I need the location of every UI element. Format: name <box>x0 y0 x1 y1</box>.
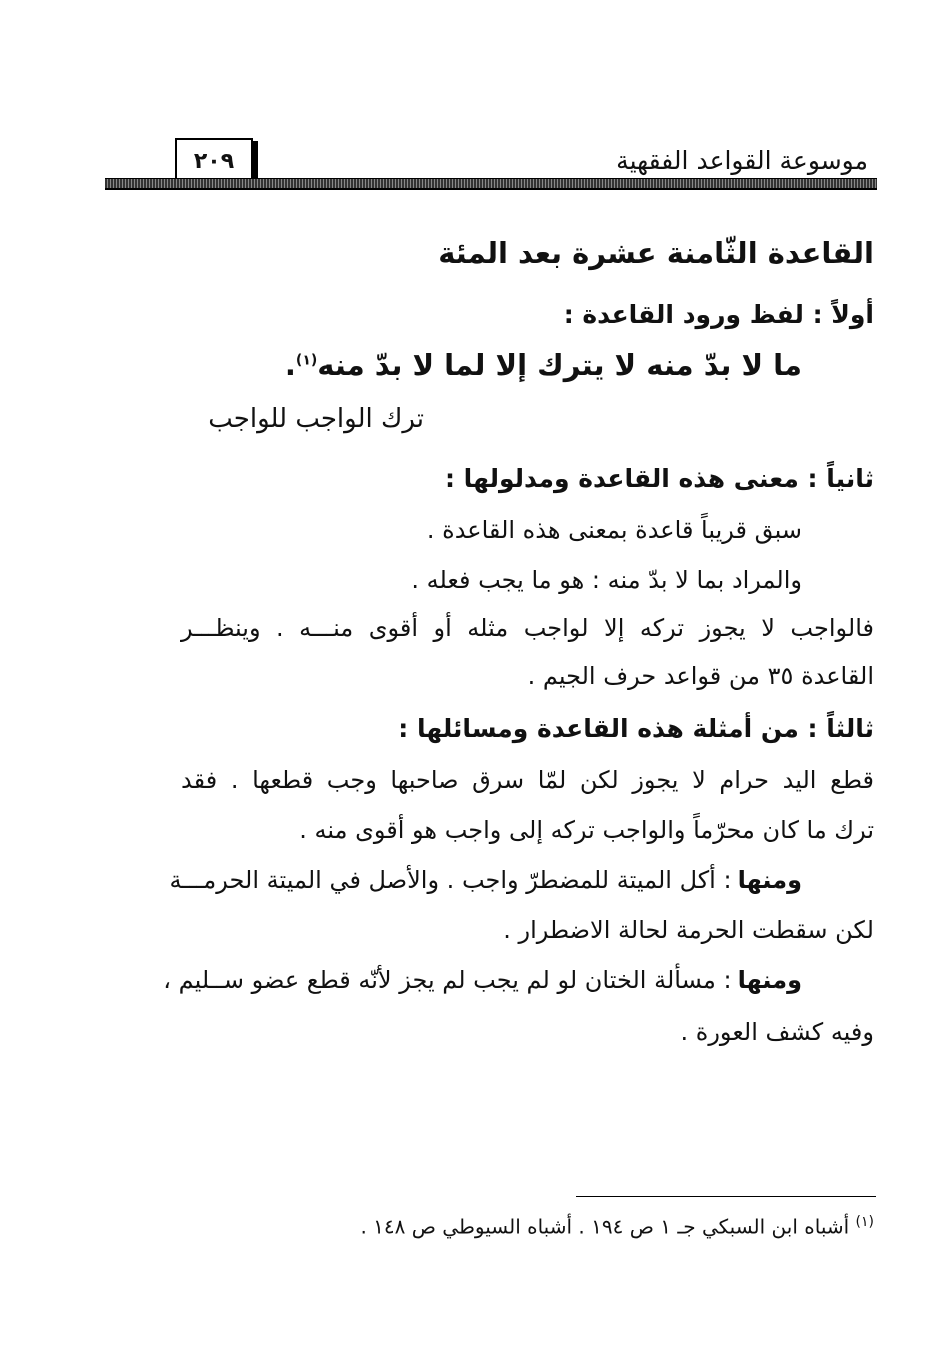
paragraph-line: سبق قريباً قاعدة بمعنى هذه القاعدة . <box>426 516 802 544</box>
section-2-heading: ثانياً : معنى هذه القاعدة ومدلولها : <box>444 464 874 493</box>
rule-statement <box>285 348 802 382</box>
paragraph-line: فالواجب لا يجوز تركه إلا لواجب مثله أو أقوى منـــه . وينظـــر <box>181 614 874 642</box>
footnote-separator <box>576 1196 876 1197</box>
footnote-mark: (١) <box>855 1214 874 1230</box>
paragraph-line <box>163 966 802 994</box>
rule-period: . <box>284 348 296 382</box>
paragraph-text: : أكل الميتة للمضطرّ واجب . والأصل في الميتة الحرمـــة <box>169 866 732 894</box>
lead-word: ومنها <box>737 866 802 894</box>
footnote <box>360 1214 874 1239</box>
paragraph-line: وفيه كشف العورة . <box>680 1018 874 1046</box>
paragraph-line: قطع اليد حرام لا يجوز لكن لمّا سرق صاحبها وجب قطعها . فقد <box>181 766 874 794</box>
paragraph-line: والمراد بما لا بدّ منه : هو ما يجب فعله . <box>411 566 802 594</box>
footnote-ref: (١) <box>295 352 318 369</box>
section-3-heading: ثالثاً : من أمثلة هذه القاعدة ومسائلها : <box>398 714 874 743</box>
footnote-text: أشباه ابن السبكي جـ ١ ص ١٩٤ . أشباه السيوطي ص ١٤٨ . <box>360 1214 850 1239</box>
paragraph-line <box>169 866 802 894</box>
rule-text: ما لا بدّ منه لا يترك إلا لما لا بدّ منه <box>317 348 802 382</box>
paragraph-line: ترك ما كان محرّماً والواجب تركه إلى واجب هو أقوى منه . <box>299 816 874 844</box>
page-number: ٢٠٩ <box>193 149 235 174</box>
section-1-heading: أولاً : لفظ ورود القاعدة : <box>563 300 874 329</box>
paragraph-text: : مسألة الختان لو لم يجب لم يجز لأنّه قطع عضو ســليم ، <box>163 966 732 994</box>
rule-title: القاعدة الثّامنة عشرة بعد المئة <box>438 236 874 270</box>
paragraph-line: القاعدة ٣٥ من قواعد حرف الجيم . <box>527 662 874 690</box>
paragraph-line: لكن سقطت الحرمة لحالة الاضطرار . <box>503 916 874 944</box>
header-rule <box>105 178 877 190</box>
lead-word: ومنها <box>737 966 802 994</box>
alternate-wording: ترك الواجب للواجب <box>208 404 424 434</box>
running-title: موسوعة القواعد الفقهية <box>616 146 868 175</box>
